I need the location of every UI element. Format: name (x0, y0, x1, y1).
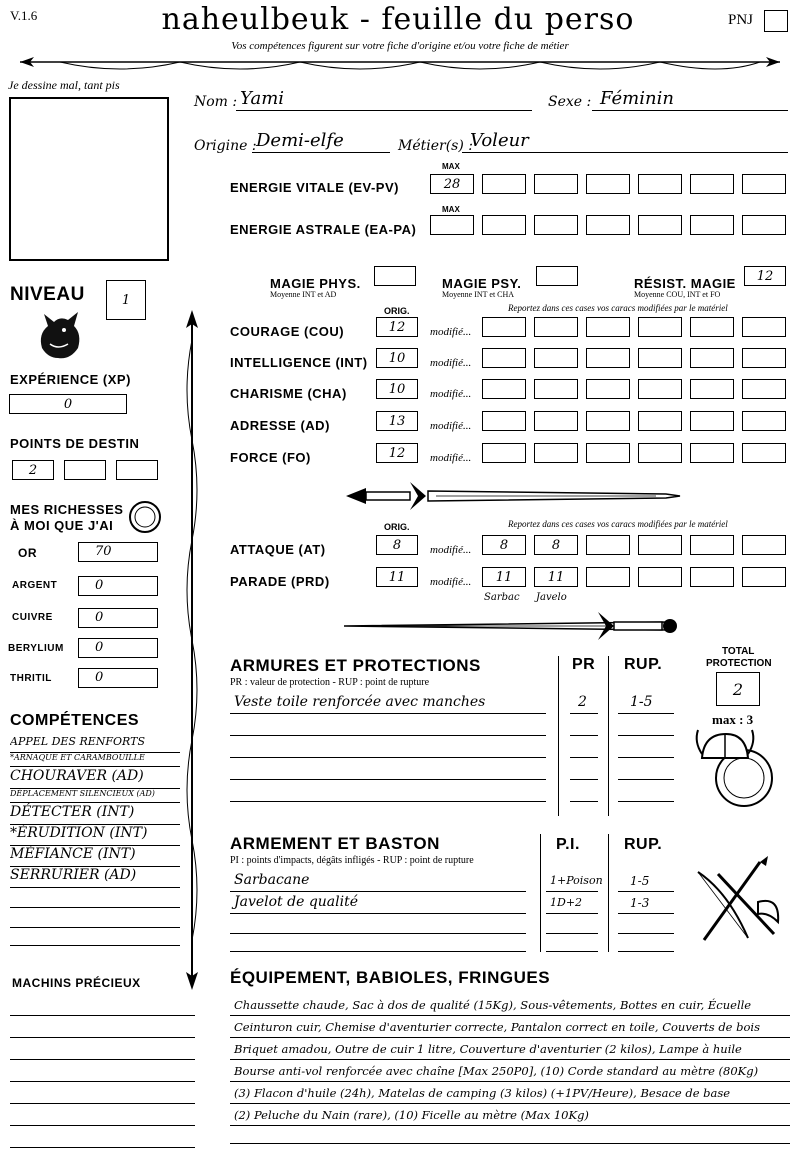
carac-mod-box[interactable] (742, 348, 786, 368)
equipement-title: ÉQUIPEMENT, BABIOLES, FRINGUES (230, 968, 551, 987)
armures-subtitle: PR : valeur de protection - RUP : point de rupture (230, 677, 430, 688)
argent-value: 0 (95, 578, 104, 593)
ea-box-3[interactable] (534, 215, 578, 235)
armement-line (618, 912, 674, 914)
attaque-orig-box[interactable]: 8 (376, 535, 418, 555)
resist-magie-note: Moyenne COU, INT et FO (634, 290, 721, 299)
pnj-label: PNJ (728, 12, 754, 28)
ea-label: ENERGIE ASTRALE (EA-PA) (230, 222, 417, 237)
carac-mod-box[interactable] (586, 411, 630, 431)
armures-line (230, 734, 546, 736)
armement-subtitle: PI : points d'impacts, dégâts infligés - RUP : point de rupture (230, 855, 474, 866)
parade-mod-box-1[interactable]: 11 (482, 567, 526, 587)
ev-box-5[interactable] (638, 174, 682, 194)
combat-col1-caption: Sarbac (484, 592, 520, 603)
thritil-value: 0 (95, 670, 104, 685)
equipement-line (230, 1080, 790, 1082)
berylium-box[interactable] (78, 638, 158, 658)
equipement-line (230, 1102, 790, 1104)
armement-line (546, 890, 598, 892)
armement-line (230, 950, 526, 952)
machins-line-6 (10, 1124, 195, 1126)
attaque-modifie-label: modifié... (430, 544, 472, 556)
carac-orig-box[interactable]: 12 (376, 443, 418, 463)
armures-line (230, 756, 546, 758)
arme-pi[interactable]: 1+Poison (550, 874, 603, 887)
armement-line (546, 912, 598, 914)
cuivre-label: CUIVRE (12, 612, 53, 623)
niveau-label: NIVEAU (10, 284, 85, 305)
armement-line (546, 932, 598, 934)
carac-mod-box[interactable] (586, 379, 630, 399)
armement-col-pi: P.I. (556, 836, 580, 853)
dragon-icon (34, 304, 86, 364)
parade-mod-box-5[interactable] (690, 567, 734, 587)
competence-item[interactable]: DÉPLACEMENT SILENCIEUX (AD) (10, 788, 180, 803)
carac-mod-box[interactable] (586, 443, 630, 463)
coin-icon (128, 500, 162, 534)
carac-mod-box[interactable] (482, 317, 526, 337)
version-label: V.1.6 (10, 8, 38, 23)
armure-pr[interactable]: 2 (578, 694, 587, 710)
ev-box-4[interactable] (586, 174, 630, 194)
origine-value[interactable]: Demi-elfe (256, 130, 344, 151)
niveau-box[interactable]: 1 (106, 280, 146, 320)
xp-label: EXPÉRIENCE (XP) (10, 372, 131, 387)
carac-mod-box[interactable] (638, 411, 682, 431)
or-value: 70 (95, 544, 112, 559)
armures-line (570, 734, 598, 736)
armure-rup[interactable]: 1-5 (630, 694, 653, 710)
carac-mod-box[interactable] (534, 443, 578, 463)
arme-pi[interactable]: 1D+2 (550, 896, 583, 909)
destin-box-1[interactable]: 2 (12, 460, 54, 480)
magie-phys-box[interactable] (374, 266, 416, 286)
carac-modifie-label: modifié... (430, 326, 472, 338)
magie-phys-label: MAGIE PHYS. (270, 276, 361, 291)
magie-psy-box[interactable] (536, 266, 578, 286)
carac-mod-box[interactable] (638, 379, 682, 399)
armures-line (570, 756, 598, 758)
carac-label: CHARISME (CHA) (230, 386, 347, 401)
ea-box-6[interactable] (690, 215, 734, 235)
machins-line-7 (10, 1146, 195, 1148)
machins-line-2 (10, 1036, 195, 1038)
thritil-label: THRITIL (10, 673, 52, 684)
armures-col-pr: PR (572, 656, 596, 673)
armures-line (570, 800, 598, 802)
carac-note: Reportez dans ces cases vos caracs modifiées par le matériel (508, 303, 728, 313)
carac-modifie-label: modifié... (430, 357, 472, 369)
resist-magie-box[interactable]: 12 (744, 266, 786, 286)
origine-label: Origine : (194, 138, 257, 154)
carac-mod-box[interactable] (586, 317, 630, 337)
carac-orig-box[interactable]: 13 (376, 411, 418, 431)
attaque-mod-box-1[interactable]: 8 (482, 535, 526, 555)
armures-line (230, 778, 546, 780)
armures-line (570, 778, 598, 780)
carac-mod-box[interactable] (534, 411, 578, 431)
berylium-value: 0 (95, 640, 104, 655)
carac-mod-box[interactable] (482, 348, 526, 368)
combat-col2-caption: Javelo (536, 592, 567, 603)
or-label: OR (18, 546, 37, 560)
vertical-spear-decoration (180, 310, 204, 990)
competence-blank-line-2 (10, 926, 180, 928)
equipement-line (230, 1036, 790, 1038)
ev-box-6[interactable] (690, 174, 734, 194)
xp-box[interactable]: 0 (9, 394, 127, 414)
competence-blank-line-3 (10, 944, 180, 946)
armures-line (230, 712, 546, 714)
richesses-label-1: MES RICHESSES (10, 502, 124, 517)
carac-label: ADRESSE (AD) (230, 418, 330, 433)
equipement-line (230, 1058, 790, 1060)
magie-psy-label: MAGIE PSY. (442, 276, 522, 291)
competence-item[interactable]: *ARNAQUE ET CARAMBOUILLE (10, 752, 180, 767)
attaque-mod-box-2[interactable]: 8 (534, 535, 578, 555)
parade-mod-box-6[interactable] (742, 567, 786, 587)
machins-title: MACHINS PRÉCIEUX (12, 976, 141, 990)
carac-mod-box[interactable] (482, 443, 526, 463)
carac-mod-box[interactable] (482, 379, 526, 399)
arme-rup[interactable]: 1-5 (630, 874, 650, 888)
armures-line (618, 800, 674, 802)
equipement-line (230, 1142, 790, 1144)
armement-divider-1 (540, 834, 541, 952)
carac-orig-label: ORIG. (384, 306, 410, 316)
metier-value[interactable]: Voleur (470, 130, 529, 151)
weapons-icon (688, 852, 784, 948)
arme-name[interactable]: Sarbacane (234, 872, 310, 888)
combat-orig-label: ORIG. (384, 522, 410, 532)
or-box[interactable] (78, 542, 158, 562)
carac-mod-box[interactable] (690, 348, 734, 368)
ea-max-label: MAX (442, 205, 460, 214)
machins-line-3 (10, 1058, 195, 1060)
attaque-mod-box-4[interactable] (638, 535, 682, 555)
armement-line (230, 932, 526, 934)
richesses-label-2: À MOI QUE J'AI (10, 518, 114, 533)
armures-line (570, 712, 598, 714)
thritil-box[interactable] (78, 668, 158, 688)
armement-divider-2 (608, 834, 609, 952)
armures-line (618, 778, 674, 780)
ev-max-label: MAX (442, 162, 460, 171)
max-protection-text: max : 3 (712, 712, 754, 727)
equipement-line (230, 1124, 790, 1126)
parade-mod-box-4[interactable] (638, 567, 682, 587)
argent-box[interactable] (78, 576, 158, 596)
parade-mod-box-3[interactable] (586, 567, 630, 587)
competence-item[interactable]: CHOURAVER (AD) (10, 767, 180, 789)
total-protection-label-1: TOTAL (722, 646, 755, 657)
armement-title: ARMEMENT ET BASTON (230, 834, 440, 853)
carac-mod-box[interactable] (482, 411, 526, 431)
armures-line (618, 756, 674, 758)
armement-line (618, 932, 674, 934)
sword-divider-2 (336, 606, 686, 646)
attaque-label: ATTAQUE (AT) (230, 542, 326, 557)
cuivre-box[interactable] (78, 608, 158, 628)
ev-label: ENERGIE VITALE (EV-PV) (230, 180, 399, 195)
portrait-caption: Je dessine mal, tant pis (8, 78, 120, 92)
armures-divider-2 (608, 656, 609, 816)
carac-mod-box[interactable] (638, 348, 682, 368)
equipement-item-line[interactable]: (2) Peluche du Nain (rare), (10) Ficelle au mètre (Max 10Kg) (234, 1108, 589, 1122)
competence-item[interactable]: DÉTECTER (INT) (10, 803, 180, 825)
equipement-line (230, 1014, 790, 1016)
carac-mod-box[interactable] (638, 317, 682, 337)
sexe-value[interactable]: Féminin (600, 88, 674, 109)
destin-box-3[interactable] (116, 460, 158, 480)
parade-modifie-label: modifié... (430, 576, 472, 588)
pnj-checkbox[interactable] (764, 10, 788, 32)
machins-line-5 (10, 1102, 195, 1104)
attaque-mod-box-6[interactable] (742, 535, 786, 555)
carac-orig-box[interactable]: 10 (376, 348, 418, 368)
carac-mod-box[interactable] (586, 348, 630, 368)
total-protection-box[interactable]: 2 (716, 672, 760, 706)
equipement-item-line[interactable]: Bourse anti-vol renforcée avec chaîne [Max 250P0], (10) Corde standard au mètre (80Kg) (234, 1064, 759, 1078)
armement-line (230, 912, 526, 914)
ev-box-7[interactable] (742, 174, 786, 194)
carac-label: INTELLIGENCE (INT) (230, 355, 368, 370)
nom-label: Nom : (194, 94, 238, 110)
decorative-spear-banner (0, 54, 800, 76)
combat-note: Reportez dans ces cases vos caracs modifiées par le matériel (508, 519, 728, 529)
cuivre-value: 0 (95, 610, 104, 625)
carac-orig-box[interactable]: 12 (376, 317, 418, 337)
armures-title: ARMURES ET PROTECTIONS (230, 656, 481, 675)
page-title: naheulbeuk - feuille du perso (161, 2, 635, 37)
competence-blank-line-1 (10, 906, 180, 908)
ea-max-box[interactable] (430, 215, 474, 235)
total-protection-label-2: PROTECTION (706, 658, 772, 669)
armures-line (618, 712, 674, 714)
equipement-item-line[interactable]: Ceinturon cuir, Chemise d'aventurier correcte, Pantalon correct en toile, Couverts de bois (234, 1020, 761, 1034)
armement-line (618, 890, 674, 892)
carac-mod-box[interactable] (690, 411, 734, 431)
parade-mod-box-2[interactable]: 11 (534, 567, 578, 587)
carac-mod-box[interactable] (742, 317, 786, 337)
carac-mod-box[interactable] (742, 411, 786, 431)
equipement-item-line[interactable]: Chaussette chaude, Sac à dos de qualité (15Kg), Sous-vêtements, Bottes en cuir, Écuelle (234, 998, 752, 1012)
ea-box-4[interactable] (586, 215, 630, 235)
competence-item[interactable]: APPEL DES RENFORTS (10, 734, 180, 753)
ev-max-box[interactable]: 28 (430, 174, 474, 194)
armement-col-rup: RUP. (624, 836, 663, 853)
carac-mod-box[interactable] (690, 443, 734, 463)
carac-mod-box[interactable] (534, 379, 578, 399)
carac-mod-box[interactable] (690, 379, 734, 399)
sexe-label: Sexe : (548, 94, 592, 110)
sword-divider-1 (336, 478, 686, 514)
ev-box-3[interactable] (534, 174, 578, 194)
competence-item[interactable]: SERRURIER (AD) (10, 866, 180, 888)
attaque-mod-box-5[interactable] (690, 535, 734, 555)
resist-magie-label: RÉSIST. MAGIE (634, 276, 736, 291)
magie-psy-note: Moyenne INT et CHA (442, 290, 515, 299)
ea-box-7[interactable] (742, 215, 786, 235)
metier-label: Métier(s) : (398, 138, 473, 154)
arme-rup[interactable]: 1-3 (630, 896, 650, 910)
machins-line-4 (10, 1080, 195, 1082)
arme-name[interactable]: Javelot de qualité (234, 894, 359, 910)
armures-col-rup: RUP. (624, 656, 663, 673)
carac-label: COURAGE (COU) (230, 324, 345, 339)
carac-mod-box[interactable] (638, 443, 682, 463)
carac-modifie-label: modifié... (430, 420, 472, 432)
carac-mod-box[interactable] (742, 379, 786, 399)
armement-line (546, 950, 598, 952)
magie-phys-note: Moyenne INT et AD (270, 290, 337, 299)
parade-orig-box[interactable]: 11 (376, 567, 418, 587)
argent-label: ARGENT (12, 580, 58, 591)
nom-value[interactable]: Yami (240, 88, 285, 109)
portrait-box[interactable] (9, 97, 169, 261)
carac-mod-box[interactable] (690, 317, 734, 337)
competences-title: COMPÉTENCES (10, 712, 140, 729)
destin-box-2[interactable] (64, 460, 106, 480)
equipement-item-line[interactable]: Briquet amadou, Outre de cuir 1 litre, Couverture d'aventurier (2 kilos), Lampe à huile (234, 1042, 742, 1056)
ev-box-2[interactable] (482, 174, 526, 194)
berylium-label: BERYLIUM (8, 643, 64, 654)
carac-modifie-label: modifié... (430, 452, 472, 464)
carac-mod-box[interactable] (534, 348, 578, 368)
competence-item[interactable]: MÉFIANCE (INT) (10, 845, 180, 867)
competence-item[interactable]: *ÉRUDITION (INT) (10, 824, 180, 846)
armure-name[interactable]: Veste toile renforcée avec manches (234, 694, 486, 710)
carac-label: FORCE (FO) (230, 450, 311, 465)
helmet-shield-icon (692, 724, 776, 814)
armures-divider-1 (558, 656, 559, 816)
armement-line (230, 890, 526, 892)
carac-orig-box[interactable]: 10 (376, 379, 418, 399)
ea-box-2[interactable] (482, 215, 526, 235)
machins-line-1 (10, 1014, 195, 1016)
carac-mod-box[interactable] (534, 317, 578, 337)
carac-mod-box[interactable] (742, 443, 786, 463)
armures-line (618, 734, 674, 736)
attaque-mod-box-3[interactable] (586, 535, 630, 555)
carac-modifie-label: modifié... (430, 388, 472, 400)
armement-line (618, 950, 674, 952)
parade-label: PARADE (PRD) (230, 574, 330, 589)
page-subtitle: Vos compétences figurent sur votre fiche d'origine et/ou votre fiche de métier (231, 40, 569, 52)
equipement-item-line[interactable]: (3) Flacon d'huile (24h), Matelas de camping (3 kilos) (+1PV/Heure), Besace de base (234, 1086, 731, 1100)
ea-box-5[interactable] (638, 215, 682, 235)
armures-line (230, 800, 546, 802)
destin-label: POINTS DE DESTIN (10, 436, 140, 451)
